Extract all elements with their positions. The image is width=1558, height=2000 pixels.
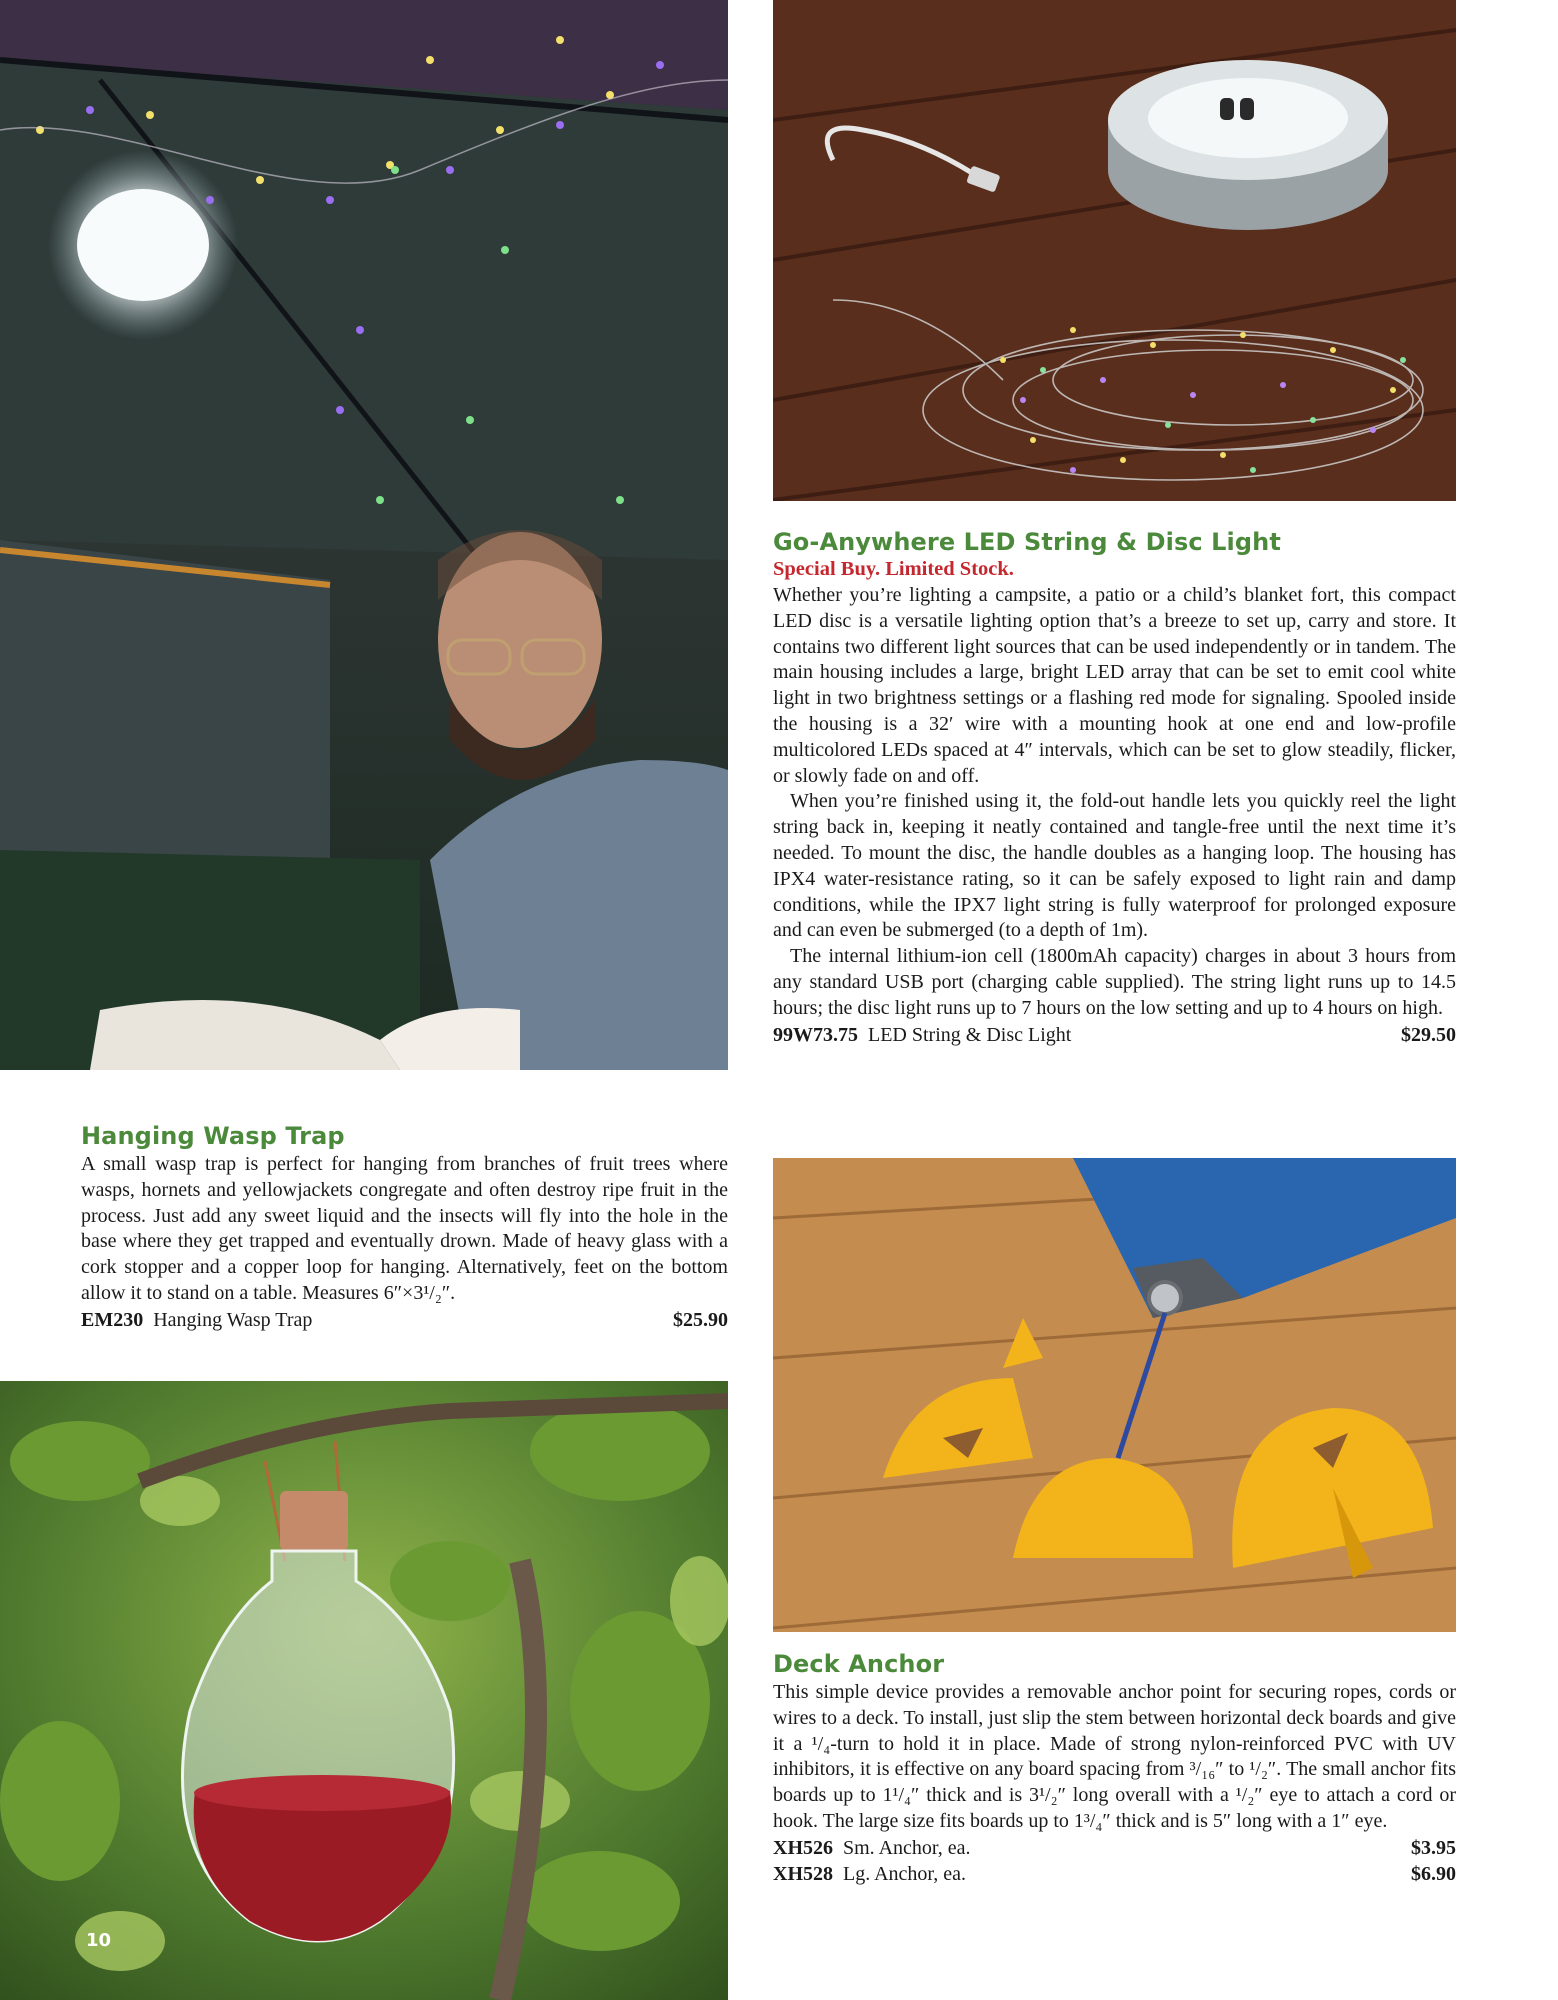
deck-anchor-photo	[773, 1158, 1456, 1632]
product-description: This simple device provides a removable anchor point for securing ropes, cords or wires to a deck. To install, just slip the stem between horizontal deck boards and give it a ¹/₄-turn to hold it in place. Made of strong nylon-reinforced PVC with UV inhibitors, it is effective on any board spacing from ³/₁₆″ to ¹/₂″. The small anchor fits boards up to 1¹/₄″ thick and is 3¹/₂″ long overall with a ¹/₂″ eye to attach a cord or hook. The large size fits boards up to 1³/₄″ thick and is 5″ long with a 1″ eye.	[773, 1681, 1456, 1832]
tent-photo	[0, 0, 728, 1070]
item-number: EM230	[81, 1308, 144, 1331]
product-title: Go-Anywhere LED String & Disc Light	[773, 528, 1281, 556]
product-title: Deck Anchor	[773, 1650, 945, 1678]
wasp-trap-photo	[0, 1381, 728, 2000]
deck-anchor-section	[773, 1650, 1456, 1887]
item-number: XH528	[773, 1862, 833, 1885]
item-name: Hanging Wasp Trap	[153, 1308, 313, 1331]
product-description: Whether you’re lighting a campsite, a patio or a child’s blanket fort, this compact LED disc is a versatile lighting option that’s a breeze to set up, carry and store. It contains two different light sources that can be used independently or in tandem. The main housing includes a large, bright LED array that can be set to emit cool white light in two brightness settings or a flashing red mode for signaling. Spooled inside the housing is a 32′ wire with a mounting hook at one end and low-profile multicolored LEDs spaced at 4″ intervals, which can be set to glow steadily, flicker, or slowly fade on and off.	[773, 584, 1456, 787]
item-price: $3.95	[1411, 1836, 1456, 1859]
item-name: LED String & Disc Light	[868, 1023, 1072, 1046]
led-product-photo	[773, 0, 1456, 501]
item-price: $29.50	[1401, 1023, 1456, 1046]
product-description: A small wasp trap is perfect for hanging from branches of fruit trees where wasps, hornets and yellowjackets congregate and often destroy ripe fruit in the process. Just add any sweet liquid and the insects will fly into the hole in the base where they get trapped and eventually drown. Made of heavy glass with a cork stopper and a copper loop for hanging. Alternatively, feet on the bottom allow it to stand on a table. Measures 6″×3¹/₂″.	[81, 1153, 728, 1304]
item-number: 99W73.75	[773, 1023, 858, 1046]
item-name: Lg. Anchor, ea.	[843, 1862, 967, 1885]
item-price: $6.90	[1411, 1862, 1456, 1885]
order-line	[773, 1835, 1456, 1861]
product-description: When you’re finished using it, the fold-out handle lets you quickly reel the light string back in, keeping it neatly contained and tangle-free until the next time it’s needed. To mount the disc, the handle doubles as a hanging loop. The housing has IPX4 water-resistance rating, so it can be safely exposed to light rain and damp conditions, while the IPX7 light string is fully waterproof for prolonged exposure and can even be submerged (to a depth of 1m).	[773, 790, 1456, 942]
order-line	[773, 1022, 1456, 1048]
item-number: XH526	[773, 1836, 833, 1859]
product-description: The internal lithium-ion cell (1800mAh capacity) charges in about 3 hours from any standard USB port (charging cable supplied). The string light runs up to 14.5 hours; the disc light runs up to 7 hours on the low setting and up to 4 hours on high.	[773, 945, 1456, 1019]
page-number: 10	[86, 1930, 112, 1951]
order-line	[773, 1861, 1456, 1887]
item-price: $25.90	[673, 1308, 728, 1331]
item-name: Sm. Anchor, ea.	[843, 1836, 971, 1859]
product-title: Hanging Wasp Trap	[81, 1122, 345, 1150]
led-light-section	[773, 528, 1456, 1048]
wasp-trap-section	[81, 1122, 728, 1333]
special-buy-label: Special Buy. Limited Stock.	[773, 558, 1014, 580]
order-line	[81, 1307, 728, 1333]
